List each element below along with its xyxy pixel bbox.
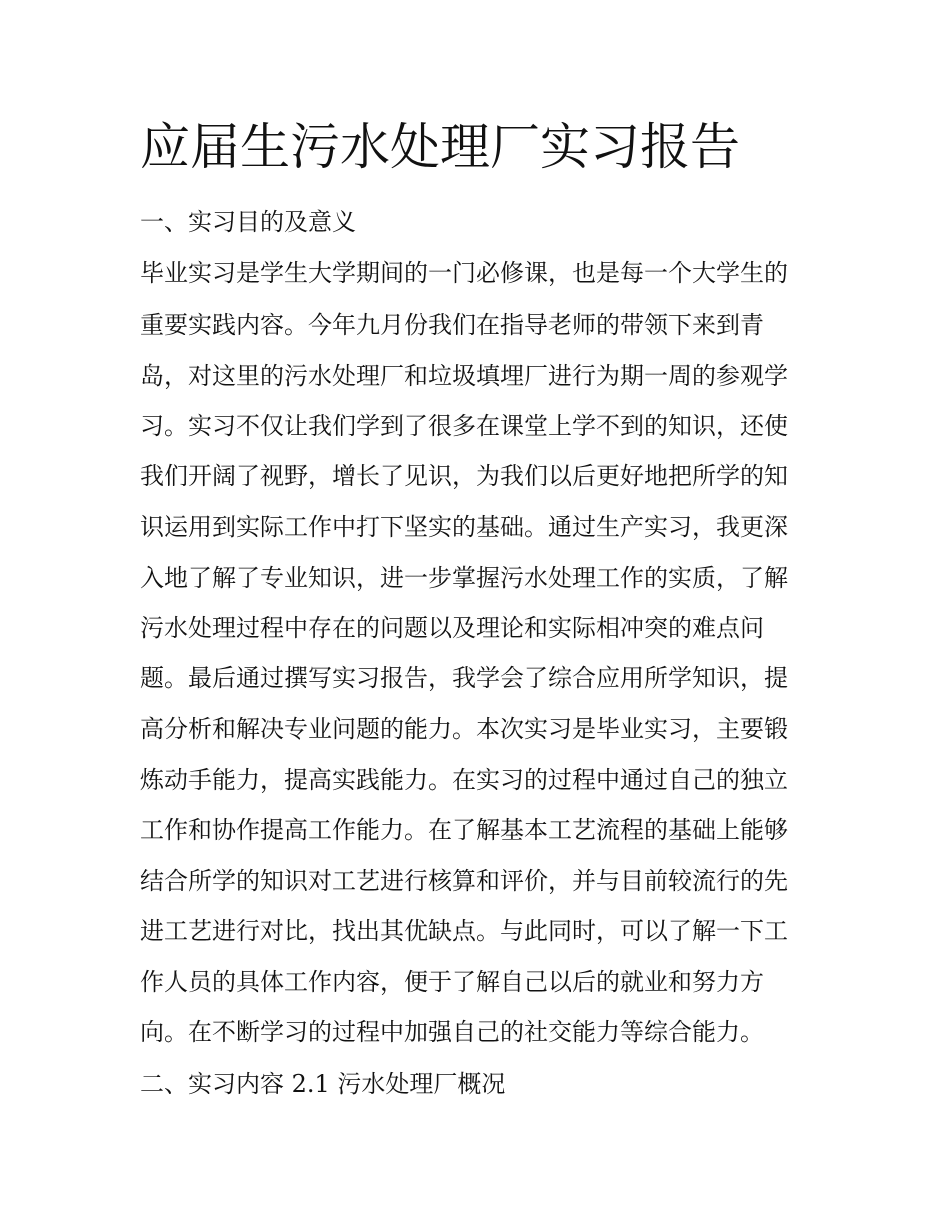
section-heading: 二、实习内容 2.1 污水处理厂概况	[140, 1070, 506, 1098]
body-line: 毕业实习是学生大学期间的一门必修课，也是每一个大学生的	[140, 259, 788, 287]
body-line: 我们开阔了视野，增长了见识，为我们以后更好地把所学的知	[140, 462, 788, 490]
body-line: 污水处理过程中存在的问题以及理论和实际相冲突的难点问	[140, 614, 764, 642]
body-line: 识运用到实际工作中打下坚实的基础。通过生产实习，我更深	[140, 513, 788, 541]
body-line: 高分析和解决专业问题的能力。本次实习是毕业实习，主要锻	[140, 715, 788, 743]
body-line: 向。在不断学习的过程中加强自己的社交能力等综合能力。	[140, 1018, 764, 1046]
body-line: 炼动手能力，提高实践能力。在实习的过程中通过自己的独立	[140, 766, 788, 794]
body-line: 入地了解了专业知识，进一步掌握污水处理工作的实质，了解	[140, 564, 788, 592]
body-line: 工作和协作提高工作能力。在了解基本工艺流程的基础上能够	[140, 816, 788, 844]
body-line: 作人员的具体工作内容，便于了解自己以后的就业和努力方	[140, 968, 764, 996]
section-heading: 一、实习目的及意义	[140, 208, 356, 236]
page-title: 应届生污水处理厂实习报告	[140, 118, 740, 176]
body-line: 岛，对这里的污水处理厂和垃圾填埋厂进行为期一周的参观学	[140, 362, 788, 390]
body-line: 进工艺进行对比，找出其优缺点。与此同时，可以了解一下工	[140, 917, 788, 945]
body-line: 结合所学的知识对工艺进行核算和评价，并与目前较流行的先	[140, 867, 788, 895]
body-line: 习。实习不仅让我们学到了很多在课堂上学不到的知识，还使	[140, 412, 788, 440]
body-line: 重要实践内容。今年九月份我们在指导老师的带领下来到青	[140, 311, 764, 339]
body-line: 题。最后通过撰写实习报告，我学会了综合应用所学知识，提	[140, 664, 788, 692]
